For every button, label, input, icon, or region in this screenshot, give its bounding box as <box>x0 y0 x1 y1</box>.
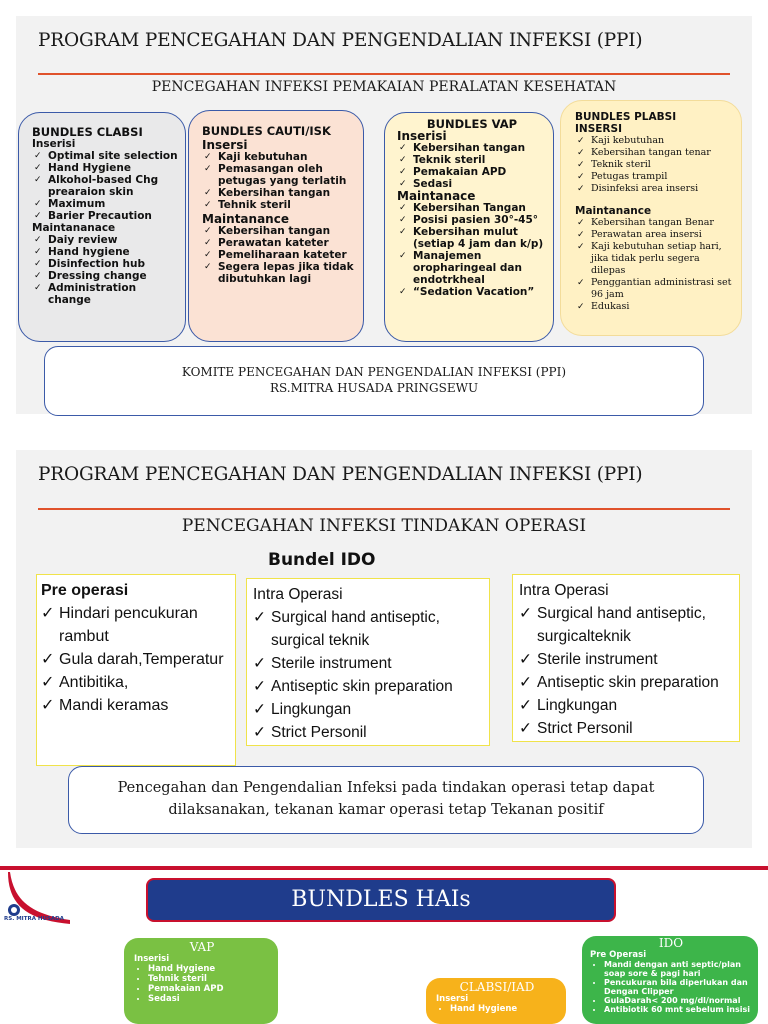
section-label: Insersi <box>202 138 248 152</box>
list-item: ✓ Surgical hand antiseptic, surgicalteknik <box>519 602 733 648</box>
section-label: Maintanance <box>575 205 652 217</box>
slide-title: BUNDLES HAIs <box>146 878 616 922</box>
list-item: ✓ Hand hygiene <box>32 246 179 258</box>
intra-operasi-box <box>246 578 490 746</box>
bundle-clabsi-card <box>18 112 186 342</box>
list-item: ✓ Tehnik steril <box>202 199 357 211</box>
section-label: Maintanace <box>397 189 476 203</box>
list-item: ✓ Lingkungan <box>519 694 733 717</box>
card-title: CLABSI/IAD <box>459 980 535 994</box>
section-label: INSERSI <box>575 123 622 135</box>
box-title: Intra Operasi <box>253 586 343 603</box>
card-title: IDO <box>658 936 684 950</box>
box-title: Pre operasi <box>41 582 129 599</box>
section-label: Inserisi <box>397 129 447 143</box>
list-item: • Pencukuran bila diperlukan dan Dengan Clipper <box>604 978 752 996</box>
list-item: ✓ Kebersihan Tangan <box>397 202 547 214</box>
slide-ppi-operasi <box>16 450 752 848</box>
slide-ppi-peralatan <box>16 16 752 414</box>
list-item: ✓ Teknik steril <box>397 154 547 166</box>
list-item: ✓ Surgical hand antiseptic, surgical teknik <box>253 606 483 652</box>
list-item: ✓ Strict Personil <box>253 721 483 744</box>
list-item: ✓ Sterile instrument <box>253 652 483 675</box>
section-label: Insersi <box>436 994 469 1004</box>
top-accent-bar <box>0 866 768 870</box>
intra-operasi-list <box>253 606 483 744</box>
footer-line: RS.MITRA HUSADA PRINGSEWU <box>269 381 479 395</box>
list-item: • Tehnik steril <box>148 974 270 984</box>
maintenance-list <box>397 202 547 298</box>
list-item: ✓ Gula darah,Temperatur <box>41 648 229 671</box>
logo-text: RS. MITRA HUSADA <box>4 916 64 922</box>
list-item: ✓ Kebersihan tangan <box>397 142 547 154</box>
list-item: ✓ Teknik steril <box>575 159 735 171</box>
maintenance-list <box>202 225 357 285</box>
list-item: ✓ Antiseptic skin preparation <box>253 675 483 698</box>
ido-list <box>590 960 752 1014</box>
list-item: ✓ Kebersihan tangan <box>202 225 357 237</box>
list-item: ✓ Lingkungan <box>253 698 483 721</box>
list-item: • Antibiotik 60 mnt sebelum insisi <box>604 1005 752 1014</box>
title-divider <box>38 508 730 510</box>
section-label: Maintanance <box>202 212 289 226</box>
list-item: ✓ Kebersihan tangan <box>202 187 357 199</box>
list-item: ✓ Disinfeksi area insersi <box>575 183 735 195</box>
bundle-title: BUNDLES CLABSI <box>32 125 143 139</box>
list-item: ✓ Pemeliharaan kateter <box>202 249 357 261</box>
maintenance-list <box>575 217 735 313</box>
section-label: Maintananace <box>32 222 116 234</box>
slide-bundles-hais <box>0 866 768 1024</box>
list-item: ✓ Mandi keramas <box>41 694 229 717</box>
section-label: Inserisi <box>134 954 170 964</box>
intra-operasi-box-2 <box>512 574 740 742</box>
list-item: ✓ Penggantian administrasi set 96 jam <box>575 277 735 301</box>
bundle-title: BUNDLES VAP <box>426 117 518 131</box>
list-item: ✓ Dressing change <box>32 270 179 282</box>
list-item: ✓ Alkohol-based Chg prearaion skin <box>32 174 179 198</box>
title-divider <box>38 73 730 75</box>
list-item: • Pemakaian APD <box>148 984 270 994</box>
bundle-title: BUNDLES PLABSI <box>575 111 677 123</box>
ido-bundle-card <box>582 936 758 1024</box>
card-title: VAP <box>189 940 215 954</box>
slide-subtitle: PENCEGAHAN INFEKSI TINDAKAN OPERASI <box>181 516 587 536</box>
list-item: ✓ Kebersihan tangan tenar <box>575 147 735 159</box>
list-item: ✓ Pemasangan oleh petugas yang terlatih <box>202 163 357 187</box>
list-item: ✓ Perawatan area insersi <box>575 229 735 241</box>
list-item: ✓ Manajemen oropharingeal dan endotrkheal <box>397 250 547 286</box>
slide-title: PROGRAM PENCEGAHAN DAN PENGENDALIAN INFEKSI (PPI) <box>38 30 643 51</box>
list-item: ✓ Disinfection hub <box>32 258 179 270</box>
operasi-footer-note: Pencegahan dan Pengendalian Infeksi pada tindakan operasi tetap dapat dilaksanakan, tekanan kamar operasi tetap Tekanan positif <box>68 766 704 834</box>
vap-bundle-card <box>124 938 278 1024</box>
list-item: ✓ Kaji kebutuhan <box>575 135 735 147</box>
bundle-cauti-card <box>188 110 364 342</box>
list-item: ✓ Daiy review <box>32 234 179 246</box>
list-item: ✓ Antibitika, <box>41 671 229 694</box>
list-item: • Mandi dengan anti septic/plan soap sore & pagi hari <box>604 960 752 978</box>
list-item: ✓ Kaji kebutuhan setiap hari, jika tidak perlu segera dilepas <box>575 241 735 277</box>
list-item: ✓ Strict Personil <box>519 717 733 740</box>
maintenance-list <box>32 234 179 306</box>
vap-list <box>134 964 270 1004</box>
list-item: ✓ Sterile instrument <box>519 648 733 671</box>
insersi-list <box>202 151 357 211</box>
list-item: ✓ Kebersihan tangan Benar <box>575 217 735 229</box>
list-item: ✓ Barier Precaution <box>32 210 179 222</box>
slide-subtitle: PENCEGAHAN INFEKSI PEMAKAIAN PERALATAN KESEHATAN <box>151 79 617 95</box>
pre-operasi-list <box>41 602 229 717</box>
bundle-vap-card <box>384 112 554 342</box>
footer-line: KOMITE PENCEGAHAN DAN PENGENDALIAN INFEKSI (PPI) <box>181 365 567 379</box>
section-label: Inserisi <box>32 138 76 150</box>
list-item: ✓ Perawatan kateter <box>202 237 357 249</box>
bundle-plabsi-card <box>560 100 742 336</box>
hospital-logo <box>0 870 70 926</box>
bundle-heading: Bundel IDO <box>268 550 376 570</box>
list-item: • Hand Hygiene <box>148 964 270 974</box>
list-item: ✓ Antiseptic skin preparation <box>519 671 733 694</box>
clabsi-bundle-card <box>426 978 566 1024</box>
bundle-title: BUNDLES CAUTI/ISK <box>202 124 331 138</box>
committee-footer <box>44 346 704 416</box>
list-item: ✓ Optimal site selection <box>32 150 179 162</box>
insersi-list <box>397 142 547 190</box>
list-item: ✓ Posisi pasien 30°-45° <box>397 214 547 226</box>
clabsi-list <box>436 1004 558 1014</box>
list-item: ✓ Hand Hygiene <box>32 162 179 174</box>
list-item: ✓ Maximum <box>32 198 179 210</box>
list-item: ✓ Sedasi <box>397 178 547 190</box>
list-item: ✓ Administration change <box>32 282 179 306</box>
section-label: Pre Operasi <box>590 950 647 960</box>
list-item: ✓ “Sedation Vacation” <box>397 286 547 298</box>
box-title: Intra Operasi <box>519 582 609 599</box>
list-item: ✓ Pemakaian APD <box>397 166 547 178</box>
intra-operasi-list <box>519 602 733 740</box>
insersi-list <box>575 135 735 195</box>
list-item: ✓ Edukasi <box>575 301 735 313</box>
slide-title: PROGRAM PENCEGAHAN DAN PENGENDALIAN INFEKSI (PPI) <box>38 464 643 485</box>
list-item: ✓ Hindari pencukuran rambut <box>41 602 229 648</box>
list-item: ✓ Kaji kebutuhan <box>202 151 357 163</box>
list-item: • Sedasi <box>148 994 270 1004</box>
list-item: ✓ Segera lepas jika tidak dibutuhkan lagi <box>202 261 357 285</box>
list-item: ✓ Petugas trampil <box>575 171 735 183</box>
list-item: • Hand Hygiene <box>450 1004 558 1014</box>
list-item: ✓ Kebersihan mulut (setiap 4 jam dan k/p) <box>397 226 547 250</box>
insersi-list <box>32 150 179 222</box>
pre-operasi-box <box>36 574 236 766</box>
list-item: • GulaDarah< 200 mg/dl/normal <box>604 996 752 1005</box>
